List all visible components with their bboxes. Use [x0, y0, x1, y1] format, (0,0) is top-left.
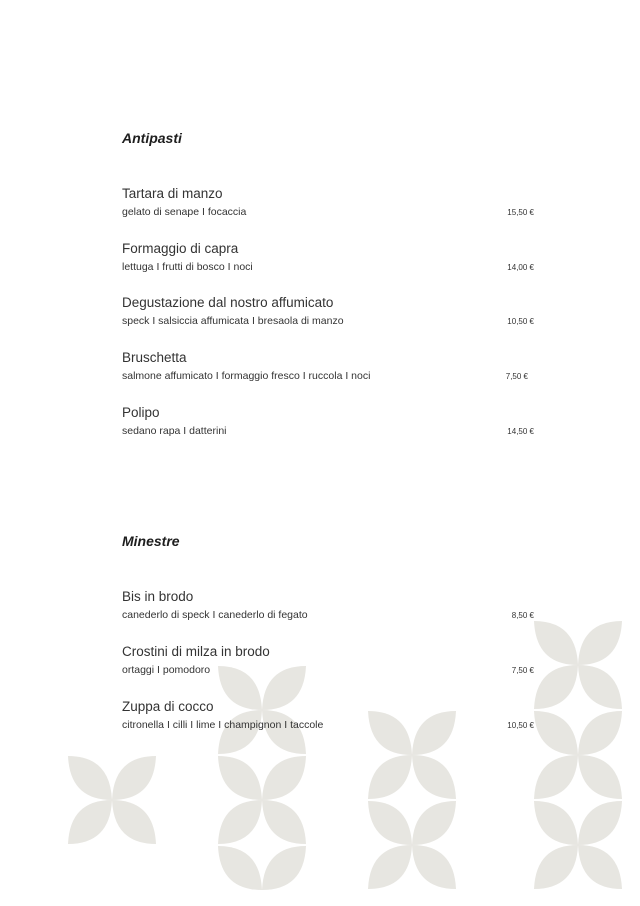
- item-description: ortaggi I pomodoro: [122, 664, 211, 676]
- item-name: Crostini di milza in brodo: [122, 644, 270, 659]
- item-name: Bis in brodo: [122, 589, 194, 604]
- menu-item: [122, 589, 542, 629]
- item-description: gelato di senape I focaccia: [122, 206, 247, 218]
- item-name: Tartara di manzo: [122, 186, 223, 201]
- item-name: Zuppa di cocco: [122, 699, 214, 714]
- item-description: sedano rapa I datterini: [122, 425, 227, 437]
- item-price: 15,50 €: [507, 208, 534, 217]
- item-description: salmone affumicato I formaggio fresco I ruccola I noci: [122, 370, 371, 382]
- item-name: Degustazione dal nostro affumicato: [122, 295, 334, 310]
- menu-item: [122, 241, 542, 281]
- menu-item: [122, 295, 542, 335]
- item-price: 10,50 €: [507, 721, 534, 730]
- item-name: Bruschetta: [122, 350, 187, 365]
- item-price: 7,50 €: [505, 372, 528, 381]
- item-price: 14,50 €: [507, 427, 534, 436]
- item-price: 10,50 €: [507, 317, 534, 326]
- item-price: 8,50 €: [511, 611, 534, 620]
- item-description: speck I salsiccia affumicata I bresaola di manzo: [122, 315, 344, 327]
- item-description: lettuga I frutti di bosco I noci: [122, 261, 253, 273]
- menu-item: [122, 350, 542, 390]
- menu-item: [122, 699, 542, 739]
- item-price: 7,50 €: [511, 666, 534, 675]
- item-description: citronella I cilli I lime I champignon I taccole: [122, 719, 324, 731]
- item-price: 14,00 €: [507, 263, 534, 272]
- menu-item: [122, 405, 542, 445]
- item-description: canederlo di speck I canederlo di fegato: [122, 609, 308, 621]
- section-title: Minestre: [122, 533, 180, 549]
- menu-item: [122, 186, 542, 226]
- item-name: Formaggio di capra: [122, 241, 239, 256]
- section-title: Antipasti: [122, 130, 182, 146]
- menu-item: [122, 644, 542, 684]
- item-name: Polipo: [122, 405, 160, 420]
